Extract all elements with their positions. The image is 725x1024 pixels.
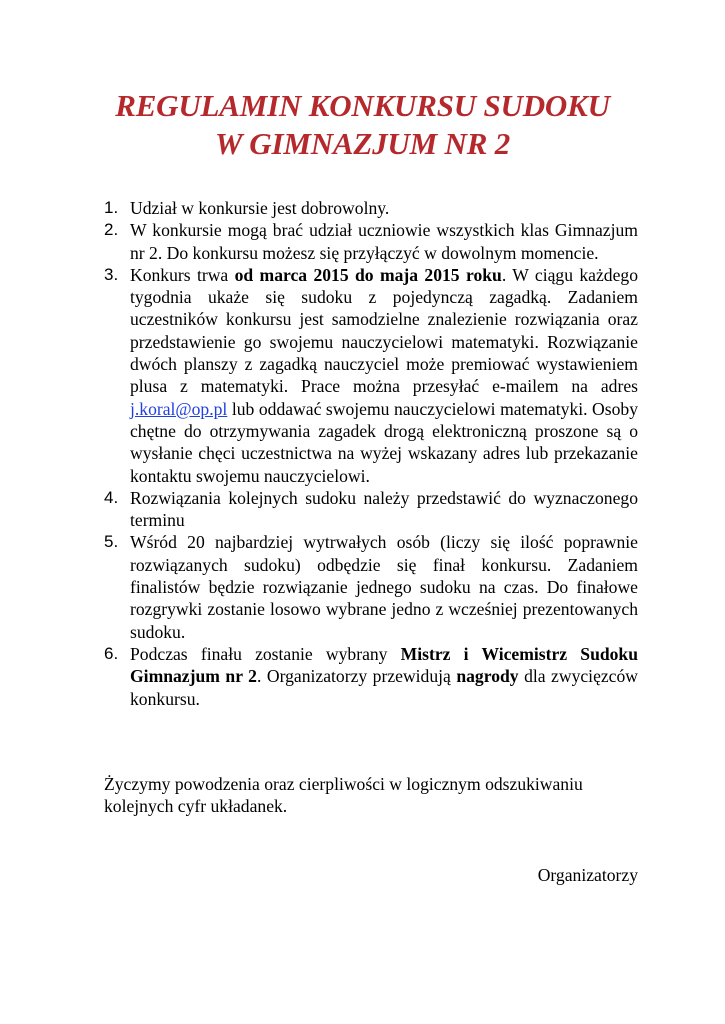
- rule-item-5: [104, 531, 638, 642]
- rule-text: Konkurs trwa: [130, 264, 235, 285]
- rule-item-6: [104, 643, 638, 710]
- rule-number: 3.: [104, 264, 119, 284]
- email-link[interactable]: j.koral@op.pl: [130, 398, 228, 419]
- rule-text: Udział w konkursie jest dobrowolny.: [130, 198, 390, 218]
- rule-number: 4.: [104, 487, 119, 507]
- rule-item-3: [104, 264, 638, 487]
- rule-text: . Organizatorzy przewidują: [256, 666, 457, 687]
- contest-dates: od marca 2015 do maja 2015 roku: [234, 264, 502, 285]
- rule-number: 5.: [104, 532, 119, 552]
- closing-paragraph: Życzymy powodzenia oraz cierpliwości w logicznym odszukiwaniu kolejnych cyfr układanek.: [104, 774, 583, 817]
- rule-text: . W ciągu każdego tygodnia ukaże się sudoku z pojedynczą zagadką. Zadaniem uczestników konkursu jest samodzielne znalezienie rozwiązania oraz przedstawienie go swojemu nauczycielowi matematyki. Rozwiązanie dwóch planszy z zagadką nauczyciel może premiować wystawieniem plusa z matematyki. Prace można przesyłać e-mailem na adres: [130, 264, 638, 397]
- rules-list: [104, 197, 638, 710]
- rule-number: 1.: [104, 198, 119, 217]
- rule-text: Podczas finału zostanie wybrany: [130, 643, 401, 664]
- rule-number: 2.: [104, 220, 119, 240]
- rule-text: Rozwiązania kolejnych sudoku należy przedstawić do wyznaczonego terminu: [130, 487, 638, 531]
- rule-item-2: [104, 219, 638, 264]
- rule-item-1: [104, 197, 638, 219]
- document-title-line-2: W GIMNAZJUM NR 2: [214, 126, 511, 161]
- rule-item-4: [104, 487, 638, 532]
- prizes-word: nagrody: [456, 666, 519, 687]
- rule-text: W konkursie mogą brać udział uczniowie wszystkich klas Gimnazjum nr 2. Do konkursu możesz się przyłączyć w dowolnym momencie.: [130, 220, 638, 263]
- rule-number: 6.: [104, 643, 119, 663]
- champion-title: Mistrz i Wicemistrz Sudoku Gimnazjum nr 2: [130, 643, 639, 687]
- document-title-line-1: REGULAMIN KONKURSU SUDOKU: [115, 88, 610, 123]
- rule-text: lub oddawać swojemu nauczycielowi matematyki. Osoby chętne do otrzymywania zagadek drogą elektroniczną proszone są o wysłanie chęci uczestnictwa na wyżej wskazany adres lub przekazanie kontaktu swojemu nauczycielowi.: [130, 398, 638, 486]
- rule-text: dla zwycięzców konkursu.: [130, 666, 638, 709]
- signature: Organizatorzy: [537, 865, 638, 885]
- rule-text: Wśród 20 najbardziej wytrwałych osób (liczy się ilość poprawnie rozwiązanych sudoku) odbędzie się finał konkursu. Zadaniem finalistów będzie rozwiązanie jednego sudoku na czas. Do finałowe rozgrywki zostanie losowo wybrane jedno z wcześniej prezentowanych sudoku.: [130, 532, 638, 642]
